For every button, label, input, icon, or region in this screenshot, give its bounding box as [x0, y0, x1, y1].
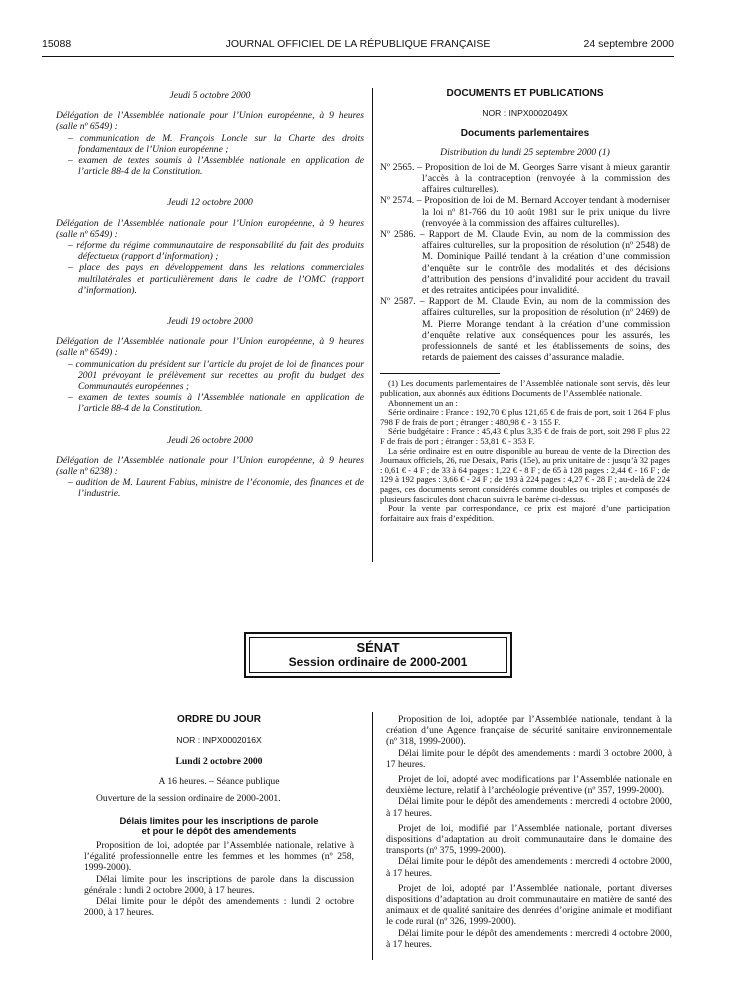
journal-title: JOURNAL OFFICIEL DE LA RÉPUBLIQUE FRANÇAISE — [225, 38, 491, 50]
bills-column — [386, 714, 672, 950]
footnote-paragraph: (1) Les documents parlementaires de l’Assemblée nationale sont servis, dès leur publication, aux abonnés aux éditions Documents de l’Assemblée nationale. — [380, 378, 670, 399]
senat-box — [244, 632, 512, 678]
header-rule — [42, 56, 674, 57]
deadline-paragraph: Délai limite pour le dépôt des amendements : mercredi 4 octobre 2000, à 17 heures. — [386, 796, 672, 819]
session-date: Jeudi 12 octobre 2000 — [167, 197, 253, 209]
documents-subheading: Documents parlementaires — [460, 128, 590, 140]
nor-reference: NOR : INPX0002049X — [482, 108, 568, 119]
document-entry: Nº 2565. – Proposition de loi de M. Georges Sarre visant à mieux garantir l’accès à la contraception (renvoyée à la commission des affaires culturelles). — [380, 161, 670, 196]
order-of-day-heading: ORDRE DU JOUR — [177, 714, 261, 725]
bill-paragraph: Proposition de loi, adoptée par l’Assemblée nationale, tendant à la création d’une Agence française de sécurité sanitaire environnementale (nº 318, 1999-2000). — [386, 714, 672, 748]
issue-date: 24 septembre 2000 — [583, 38, 674, 50]
page-number: 15088 — [42, 38, 72, 50]
bill-paragraph: Projet de loi, adopté par l’Assemblée nationale, portant diverses dispositions d’adaptation au droit communautaire en matière de santé des animaux et de qualité sanitaire des denrées d’origine animale et modifiant le code rural (nº 326, 1999-2000). — [386, 882, 672, 928]
footnote-paragraph: Abonnement un an : — [388, 397, 458, 408]
document-entry: Nº 2586. – Rapport de M. Claude Evin, au nom de la commission des affaires culturelles, sur la proposition de résolution (nº 2548) de M. Dominique Paillé tendant à la création d’une commission d’enquête sur le contrôle des modalités et des décisions d’attribution des pensions d’invalidité pour accident du travail et des retraites anticipées pour invalidité. — [380, 229, 671, 297]
agenda-paragraph: Délai limite pour le dépôt des amendements : lundi 2 octobre 2000, à 17 heures. — [84, 896, 354, 919]
sitting-date: Lundi 2 octobre 2000 — [175, 756, 263, 768]
deadlines-title: Délais limites pour les inscriptions de parole et pour le dépôt des amendements — [119, 815, 319, 837]
senat-session: Session ordinaire de 2000-2001 — [288, 655, 468, 669]
sitting-time: A 16 heures. – Séance publique — [158, 775, 280, 787]
senat-title: SÉNAT — [356, 640, 400, 655]
footnote-paragraph: Série budgétaire : France : 45,43 € plus 3,35 € de frais de port, soit 298 F plus 22 F de frais de port ; étranger : 53,81 € - 353 F. — [380, 426, 670, 447]
deadline-paragraph: Délai limite pour le dépôt des amendements : mercredi 4 octobre 2000, à 17 heures. — [386, 927, 672, 950]
agenda-paragraph: Délai limite pour les inscriptions de parole dans la discussion générale : lundi 2 octobre 2000, à 17 heures. — [84, 873, 354, 896]
session-item: – examen de textes soumis à l’Assemblée nationale en application de l’article 88-4 de la Constitution. — [68, 155, 364, 178]
session-date: Jeudi 19 octobre 2000 — [167, 316, 253, 328]
footnote-paragraph: Pour la vente par correspondance, ce prix est majoré d’une participation forfaitaire aux frais d’expédition. — [380, 503, 670, 523]
session-intro: Délégation de l’Assemblée nationale pour l’Union européenne, à 9 heures (salle nº 6549) : — [56, 110, 364, 133]
footnote — [380, 379, 670, 523]
session-intro: Délégation de l’Assemblée nationale pour l’Union européenne, à 9 heures (salle nº 6549) : — [56, 217, 364, 240]
document-entry: Nº 2587. – Rapport de M. Claude Evin, au nom de la commission des affaires culturelles, sur la proposition de résolution (nº 2469) de M. Pierre Morange tendant à la création d’une commission d’enquête relative aux conséquences pour les assurés, les professionnels de santé et les établissements de soins, des retards de paiement des caisses d’assurance maladie. — [380, 296, 671, 364]
running-header — [42, 38, 674, 54]
session-intro: Délégation de l’Assemblée nationale pour l’Union européenne, à 9 heures (salle nº 6238) : — [56, 454, 364, 478]
footnote-paragraph: La série ordinaire est en outre disponible au bureau de vente de la Direction des Journaux officiels, 26, rue Desaix, Paris (15e), au prix unitaire de : jusqu’à 32 pages : 0,61 € - 4 F ; de 33 à 64 pages : 1,22 € - 8 F ; de 65 à 128 pages : 2,44 € - 16 F ; de 129 à 192 pages : 3,66 € - 24 F ; de 193 à 224 pages : 4,27 € - 28 F ; au-delà de 224 pages, ces documents seront considérés comme doubles ou triples et composés de plusieurs fascicules dont chacun suivra le barème ci-dessus. — [380, 445, 670, 504]
session-opening: Ouverture de la session ordinaire de 2000-2001. — [96, 792, 281, 804]
documents-heading: DOCUMENTS ET PUBLICATIONS — [446, 88, 604, 99]
session-item: – communication du président sur l’article du projet de loi de finances pour 2001 prévoyant le prélèvement sur recettes au profit du budget des Communautés européennes ; — [68, 358, 364, 393]
deadline-paragraph: Délai limite pour le dépôt des amendements : mercredi 4 octobre 2000, à 17 heures. — [386, 856, 672, 879]
session-date: Jeudi 5 octobre 2000 — [169, 90, 251, 101]
left-column — [56, 90, 364, 500]
document-entry: Nº 2574. – Proposition de loi de M. Bernard Accoyer tendant à moderniser la loi nº 81-766 du 10 août 1981 sur le prix unique du livre (renvoyée à la commission des affaires culturelles). — [380, 195, 670, 229]
session-item: – réforme du régime communautaire de responsabilité du fait des produits défectueux (rapport d’information) ; — [68, 240, 364, 263]
senat-box-inner — [249, 637, 507, 673]
footnote-paragraph: Série ordinaire : France : 192,70 € plus 121,65 € de frais de port, soit 1 264 F plus 798 F de frais de port ; étranger : 480,98 € - 3 155 F. — [380, 407, 670, 427]
session-item: – place des pays en développement dans les relations commerciales multilatérales et particulièrement dans le cadre de l’OMC (rapport d’information). — [68, 262, 364, 296]
bill-paragraph: Projet de loi, adopté avec modifications par l’Assemblée nationale en deuxième lecture, relatif à l’archéologie préventive (nº 357, 1999-2000). — [386, 774, 672, 797]
session-item: – audition de M. Laurent Fabius, ministre de l’économie, des finances et de l’industrie. — [68, 477, 364, 500]
session-item: – examen de textes soumis à l’Assemblée nationale en application de l’article 88-4 de la Constitution. — [68, 392, 364, 415]
agenda-paragraph: Proposition de loi, adoptée par l’Assemblée nationale, relative à l’égalité professionnelle entre les femmes et les hommes (nº 258, 1999-2000). — [84, 840, 354, 874]
session-item: – communication de M. François Loncle sur la Charte des droits fondamentaux de l’Union européenne ; — [68, 132, 364, 155]
footnote-rule — [380, 373, 500, 374]
right-column — [380, 88, 670, 523]
session-date: Jeudi 26 octobre 2000 — [167, 434, 253, 446]
nor-reference: NOR : INPX0002016X — [176, 735, 262, 746]
column-divider — [372, 88, 373, 562]
bill-paragraph: Projet de loi, modifié par l’Assemblée nationale, portant diverses dispositions d’adaptation au droit communautaire dans le domaine des transports (nº 375, 1999-2000). — [386, 822, 672, 857]
distribution-date: Distribution du lundi 25 septembre 2000 (1) — [440, 146, 610, 158]
session-intro: Délégation de l’Assemblée nationale pour l’Union européenne, à 9 heures (salle nº 6549) : — [56, 336, 364, 359]
deadline-paragraph: Délai limite pour le dépôt des amendements : mardi 3 octobre 2000, à 17 heures. — [386, 747, 672, 770]
column-divider — [372, 712, 373, 960]
order-of-day-column — [84, 714, 354, 918]
